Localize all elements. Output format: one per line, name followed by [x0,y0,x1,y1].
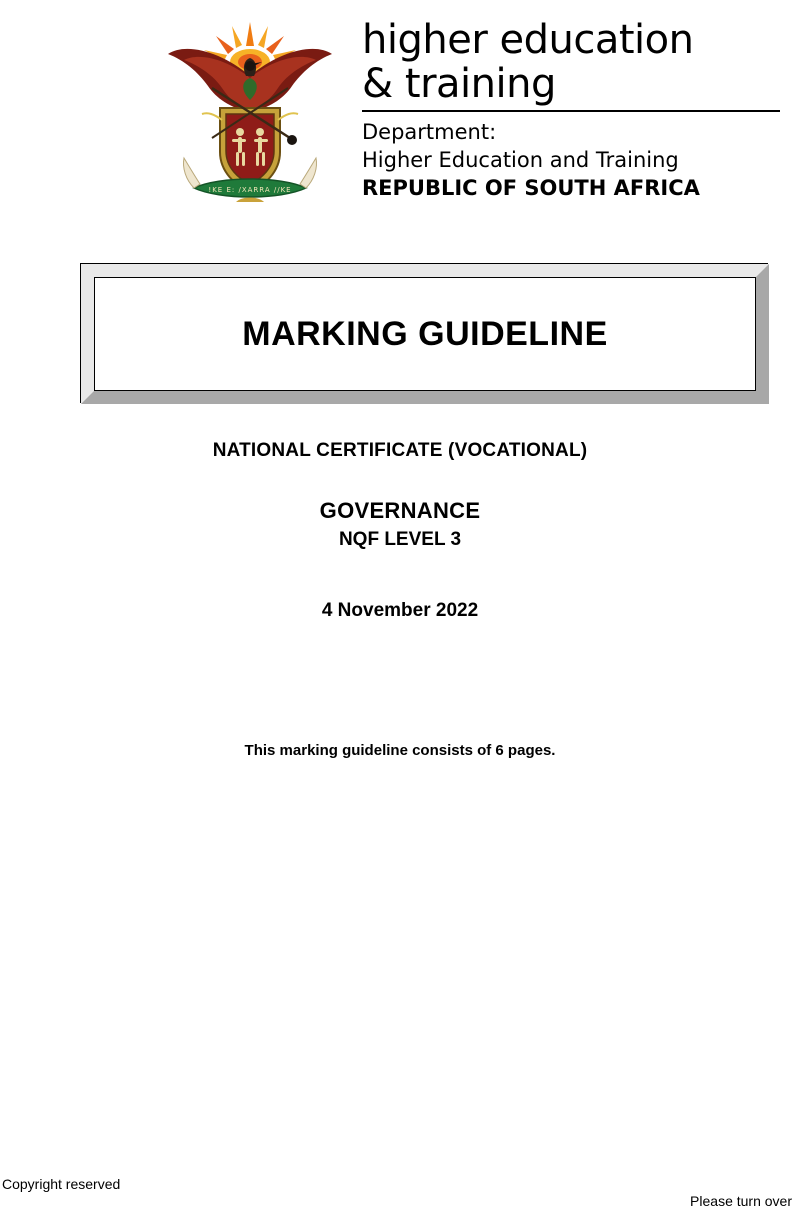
page-count-note: This marking guideline consists of 6 pages. [244,742,556,759]
subject-name: GOVERNANCE [319,498,481,523]
nqf-level: NQF LEVEL 3 [338,529,462,550]
page-title: MARKING GUIDELINE [242,314,608,353]
department-label: Department: [362,120,497,144]
document-meta [0,440,800,759]
svg-text:!KE E: /XARRA //KE: !KE E: /XARRA //KE [208,186,292,194]
department-title-line1: higher education [362,17,694,63]
title-box-inner [94,277,756,391]
copyright-notice: Copyright reserved [2,1176,121,1192]
turn-over-notice: Please turn over [690,1193,792,1209]
department-name: Higher Education and Training [362,148,679,172]
department-wordmark [362,18,787,202]
exam-date: 4 November 2022 [321,600,479,621]
document-header [0,8,800,228]
header-divider [362,110,780,112]
south-african-coat-of-arms-icon [150,16,350,216]
certificate-name: NATIONAL CERTIFICATE (VOCATIONAL) [212,440,588,461]
department-title-line2: & training [362,61,556,107]
country-name: REPUBLIC OF SOUTH AFRICA [362,176,700,200]
title-box [80,263,768,403]
